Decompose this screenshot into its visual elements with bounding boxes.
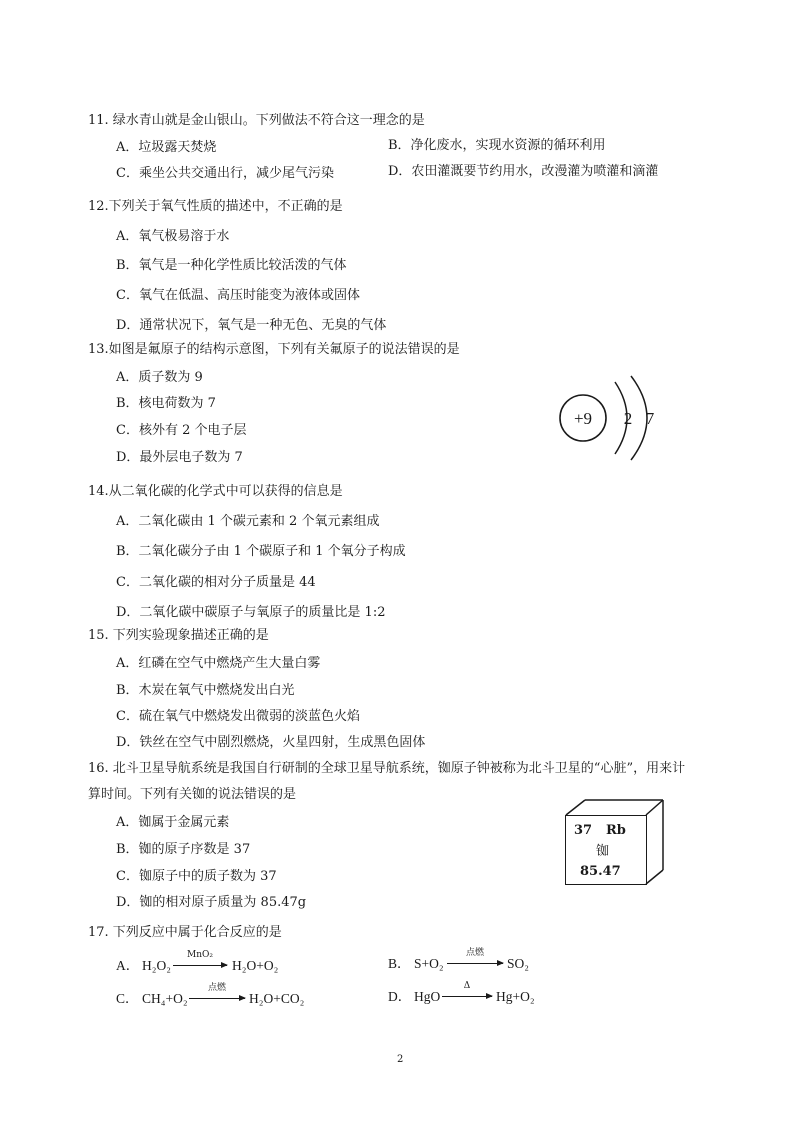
q16-option-b: B．铷的原子序数是 37 — [116, 842, 251, 857]
q17-d-products: Hg+O₂ — [496, 989, 535, 1004]
q12-option-a: A．氧气极易溶于水 — [116, 229, 230, 244]
q17-c-arrow — [189, 998, 245, 999]
q17-c-condition: 点燃 — [207, 983, 226, 993]
q12-option-d: D．通常状况下，氧气是一种无色、无臭的气体 — [116, 318, 387, 333]
electron-shell-2-arc — [631, 376, 647, 460]
question-16-stem-line1: 16. 北斗卫星导航系统是我国自行研制的全球卫星导航系统，铷原子钟被称为北斗卫星的“心脏”，用来计 — [88, 761, 686, 776]
q17-c-label: C． — [116, 991, 139, 1006]
question-11-stem: 11. 绿水青山就是金山银山。下列做法不符合这一理念的是 — [88, 113, 425, 128]
question-15-stem: 15. 下列实验现象描述正确的是 — [88, 628, 269, 643]
q13-option-b: B．核电荷数为 7 — [116, 396, 216, 411]
electron-shell-2-count: 7 — [645, 409, 655, 428]
question-17-stem: 17. 下列反应中属于化合反应的是 — [88, 925, 282, 940]
q11-option-c: C．乘坐公共交通出行，减少尾气污染 — [116, 166, 334, 181]
element-card-depth — [565, 798, 675, 908]
q12-option-b: B．氧气是一种化学性质比较活泼的气体 — [116, 258, 347, 273]
question-16-stem-line2: 算时间。下列有关铷的说法错误的是 — [88, 787, 297, 802]
q14-option-c: C．二氧化碳的相对分子质量是 44 — [116, 575, 316, 590]
q15-option-b: B．木炭在氧气中燃烧发出白光 — [116, 683, 295, 698]
q17-b-label: B． — [388, 956, 411, 971]
q17-d-label: D． — [388, 989, 412, 1004]
q17-a-condition: MnO₂ — [187, 950, 213, 960]
q13-option-d: D．最外层电子数为 7 — [116, 450, 243, 465]
element-atomic-number: 37 — [574, 823, 593, 838]
q17-d-condition: Δ — [463, 981, 471, 991]
q12-option-c: C．氧气在低温、高压时能变为液体或固体 — [116, 288, 360, 303]
electron-shell-1-count: 2 — [623, 409, 633, 428]
question-14-stem: 14.从二氧化碳的化学式中可以获得的信息是 — [88, 484, 343, 499]
question-13-stem: 13.如图是氟原子的结构示意图，下列有关氟原子的说法错误的是 — [88, 342, 460, 357]
q14-option-a: A．二氧化碳由 1 个碳元素和 2 个氧元素组成 — [116, 514, 380, 529]
q14-option-d: D．二氧化碳中碳原子与氧原子的质量比是 1:2 — [116, 605, 386, 620]
q11-option-a: A．垃圾露天焚烧 — [116, 140, 217, 155]
q15-option-a: A．红磷在空气中燃烧产生大量白雾 — [116, 656, 321, 671]
q17-b-reactants: S+O₂ — [414, 956, 444, 971]
element-atomic-mass: 85.47 — [580, 864, 621, 879]
fluorine-atom-diagram — [555, 372, 675, 464]
q17-a-label: A． — [116, 958, 140, 973]
q17-d-arrow — [442, 996, 492, 997]
q15-option-c: C．硫在氧气中燃烧发出微弱的淡蓝色火焰 — [116, 709, 360, 724]
element-symbol: Rb — [606, 823, 626, 838]
q17-c-products: H₂O+CO₂ — [249, 991, 305, 1006]
q11-option-d: D．农田灌溉要节约用水，改漫灌为喷灌和滴灌 — [388, 164, 659, 179]
q17-b-products: SO₂ — [507, 956, 529, 971]
q15-option-d: D．铁丝在空气中剧烈燃烧，火星四射，生成黑色固体 — [116, 735, 426, 750]
q17-a-reactants: H₂O₂ — [142, 958, 171, 973]
q11-option-b: B．净化废水，实现水资源的循环利用 — [388, 138, 606, 153]
q14-option-b: B．二氧化碳分子由 1 个碳原子和 1 个氧分子构成 — [116, 544, 406, 559]
q17-a-products: H₂O+O₂ — [232, 958, 279, 973]
question-12-stem: 12.下列关于氧气性质的描述中，不正确的是 — [88, 199, 343, 214]
q16-option-a: A．铷属于金属元素 — [116, 815, 230, 830]
element-name: 铷 — [596, 844, 610, 859]
page-number: 2 — [397, 1054, 404, 1065]
nucleus-charge: +9 — [573, 409, 593, 428]
q17-b-arrow — [447, 963, 503, 964]
q16-option-c: C．铷原子中的质子数为 37 — [116, 869, 277, 884]
q13-option-a: A．质子数为 9 — [116, 370, 203, 385]
q17-b-condition: 点燃 — [465, 948, 484, 958]
q17-c-reactants: CH₄+O₂ — [142, 991, 188, 1006]
q17-d-reactants: HgO — [414, 989, 441, 1004]
q16-option-d: D．铷的相对原子质量为 85.47g — [116, 895, 307, 910]
q13-option-c: C．核外有 2 个电子层 — [116, 423, 247, 438]
q17-a-arrow — [173, 965, 227, 966]
